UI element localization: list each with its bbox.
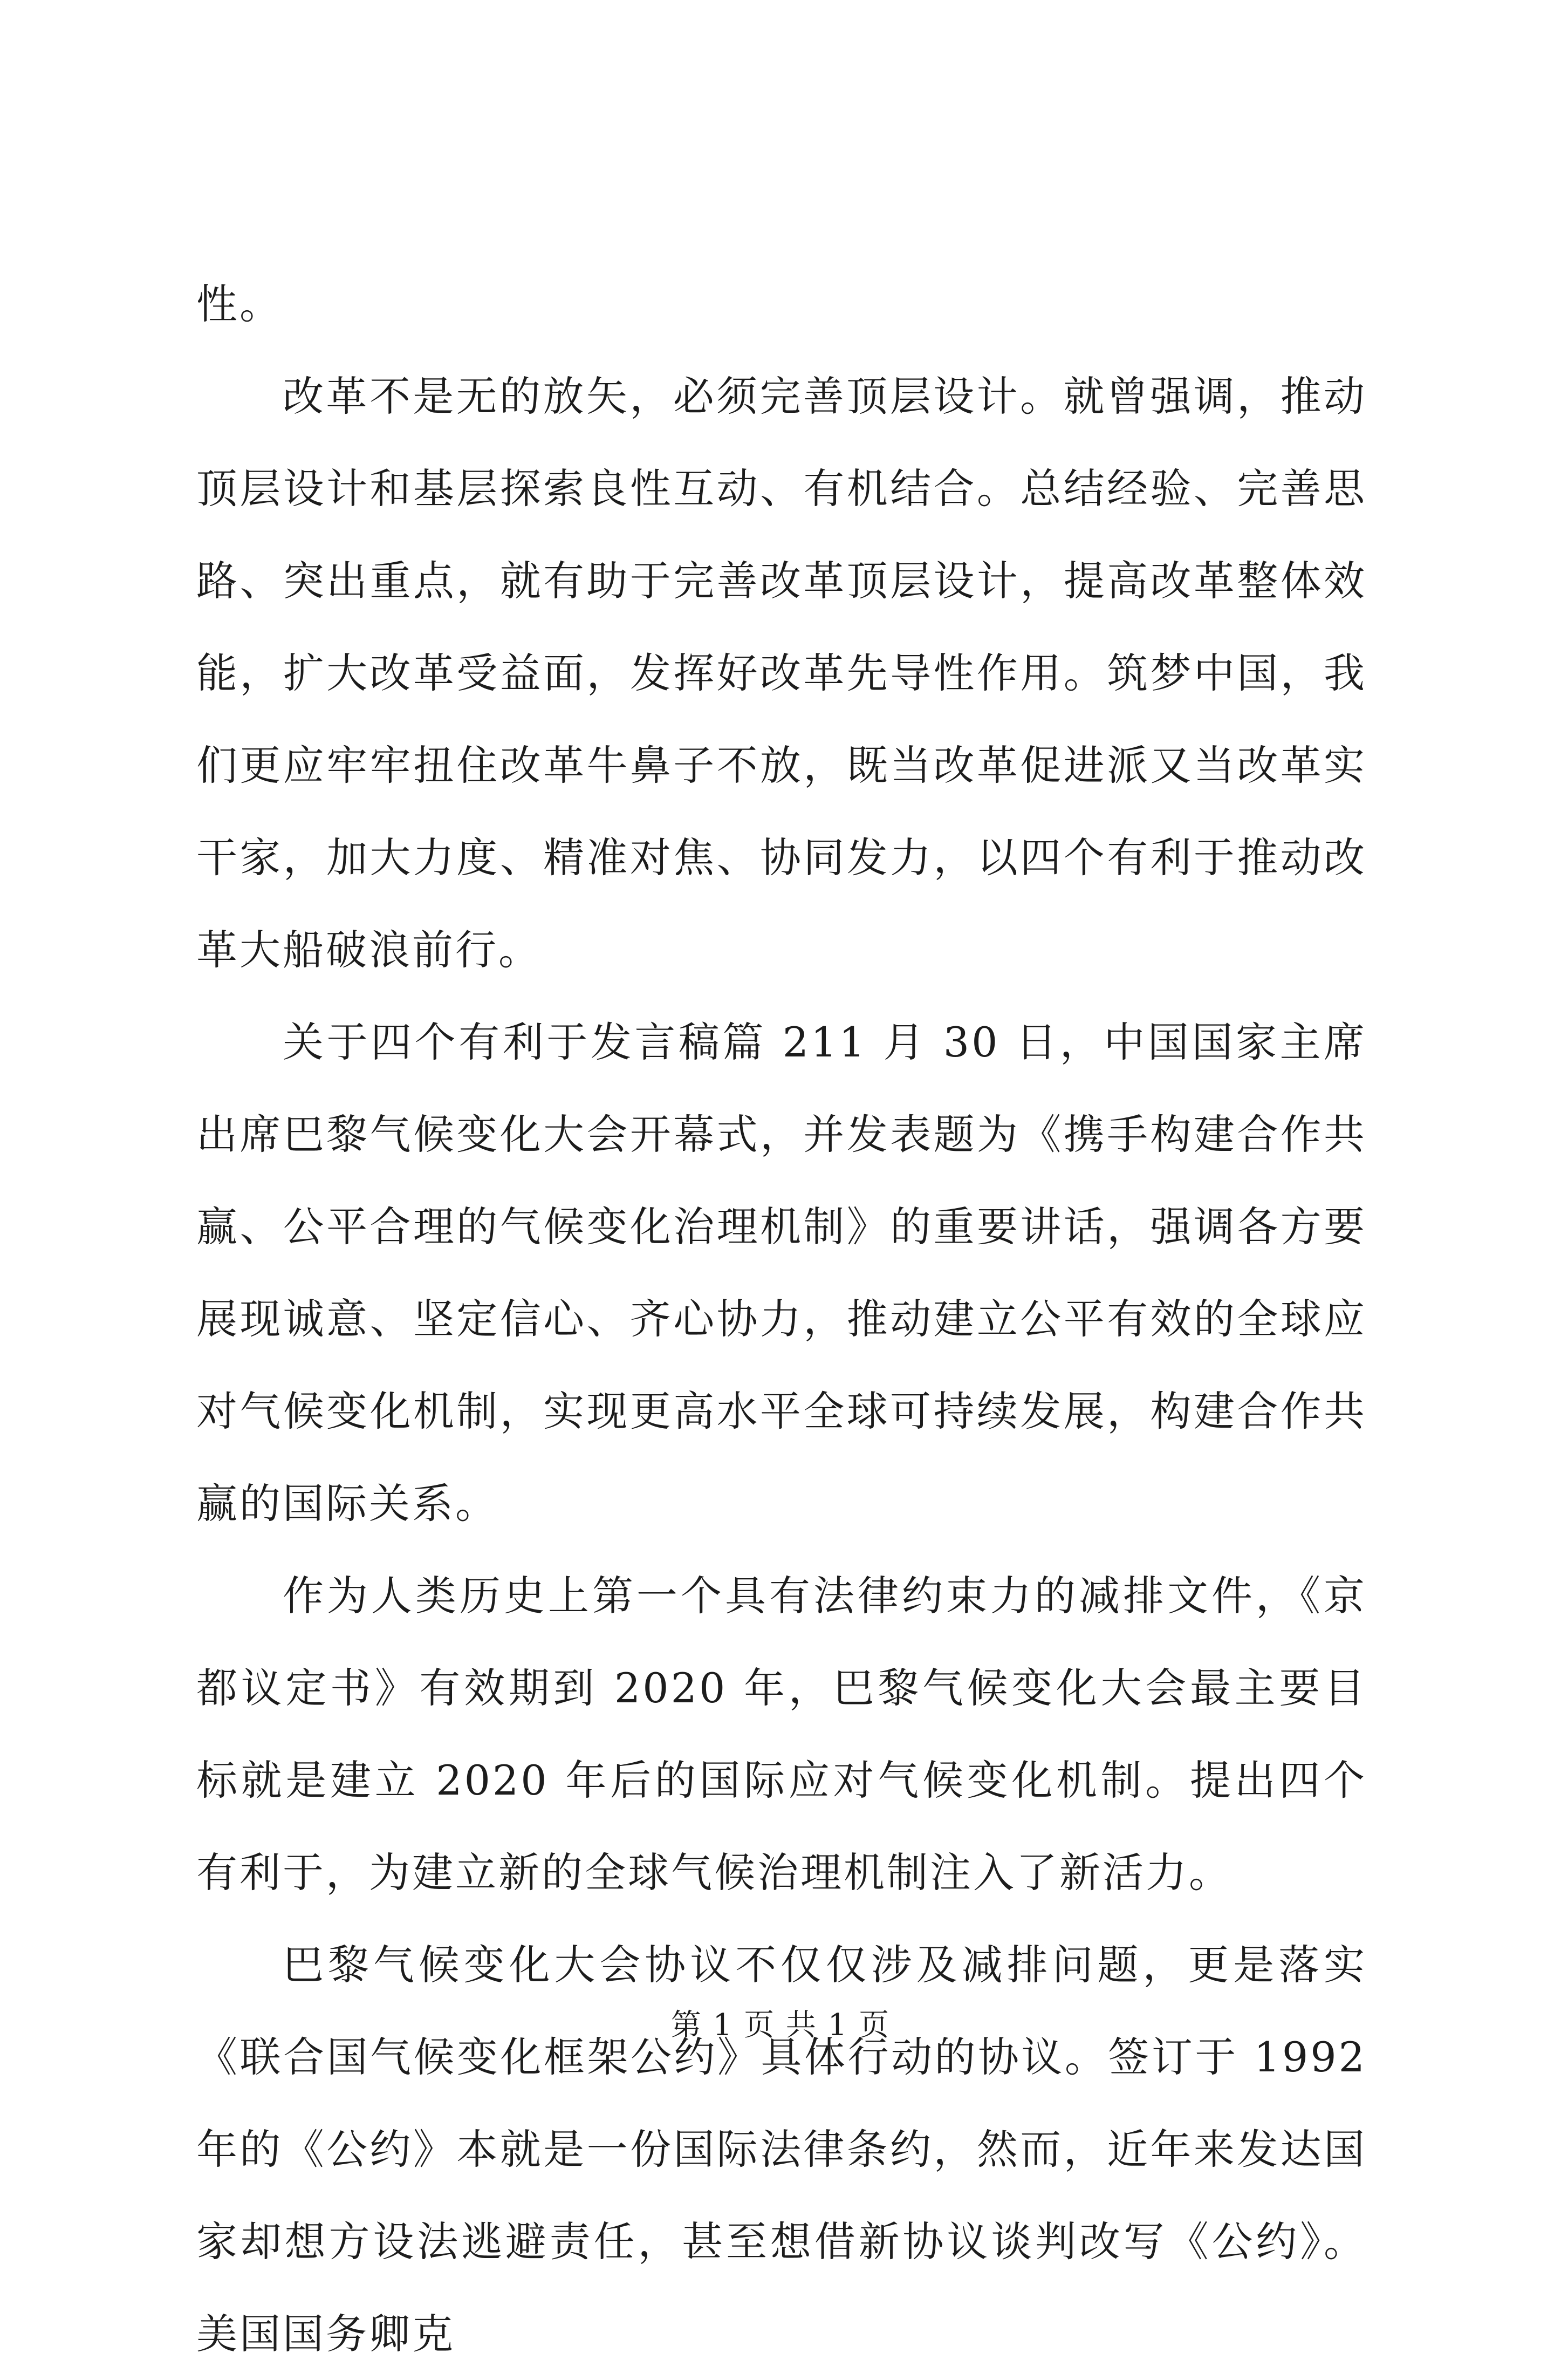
paragraph-reform: 改革不是无的放矢，必须完善顶层设计。就曾强调，推动顶层设计和基层探索良性互动、有机结合。总结经验、完善思路、突出重点，就有助于完善改革顶层设计，提高改革整体效能，扩大改革受益面，发挥好改革先导性作用。筑梦中国，我们更应牢牢扭住改革牛鼻子不放，既当改革促进派又当改革实干家，加大力度、精准对焦、协同发力，以四个有利于推动改革大船破浪前行。	[196, 372, 1367, 974]
page-number-label: 第 1 页 共 1 页	[670, 2008, 891, 2043]
paragraph-continuation: 性。	[196, 280, 283, 328]
paragraph-paris-speech: 关于四个有利于发言稿篇 211 月 30 日，中国国家主席出席巴黎气候变化大会开幕式，并发表题为《携手构建合作共赢、公平合理的气候变化治理机制》的重要讲话，强调各方要展现诚意、坚定信心、齐心协力，推动建立公平有效的全球应对气候变化机制，实现更高水平全球可持续发展，构建合作共赢的国际关系。	[196, 1018, 1367, 1527]
document-body	[196, 258, 1367, 2380]
paragraph-kyoto-protocol: 作为人类历史上第一个具有法律约束力的减排文件，《京都议定书》有效期到 2020 年，巴黎气候变化大会最主要目标就是建立 2020 年后的国际应对气候变化机制。提出四个有利于，为建立新的全球气候治理机制注入了新活力。	[196, 1572, 1367, 1897]
paragraph-climate-agreement: 巴黎气候变化大会协议不仅仅涉及减排问题，更是落实《联合国气候变化框架公约》具体行动的协议。签订于 1992 年的《公约》本就是一份国际法律条约，然而，近年来发达国家却想方设法逃避责任，甚至想借新协议谈判改写《公约》。美国国务卿克	[196, 1941, 1367, 2358]
page-footer	[0, 2006, 1561, 2045]
